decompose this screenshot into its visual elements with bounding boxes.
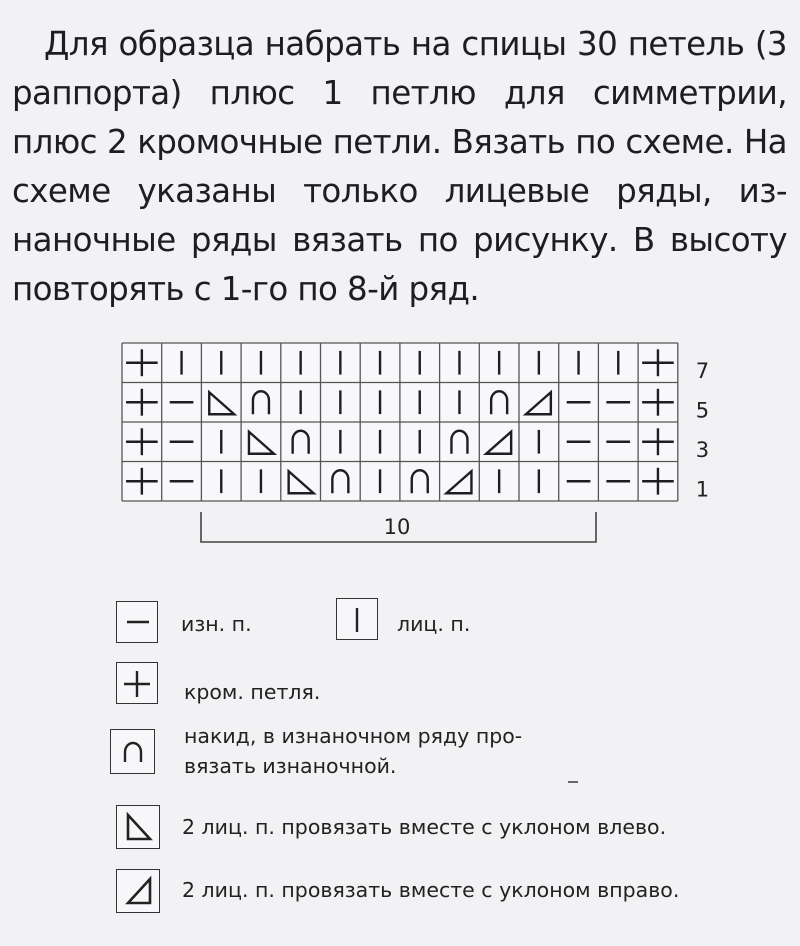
legend-purl-text: изн. п. [181,612,252,636]
legend-edge-text: кром. петля. [184,680,321,704]
pattern-instructions: Для образца набрать на спицы 30 петель (3 раппорта) плюс 1 петлю для симметрии, плюс 2 кромочные петли. Вязать по схеме. На схеме указаны только лицевые ряды, из-наночные ряды вязать по рисунку. В высоту повторять с 1-го по 8-й ряд. [12,25,787,308]
edge-symbol-icon [116,662,158,704]
legend-k2tog-right-text: 2 лиц. п. провязать вместе с уклоном вправо. [182,878,680,902]
knit-symbol-icon [336,598,378,640]
legend-yarn-over-text-1: накид, в изнаночном ряду про- [184,724,523,748]
row-label: 3 [695,437,710,462]
purl-symbol-icon [116,601,158,643]
row-label: 7 [695,358,710,383]
chart-grid [122,343,678,501]
k2tog-right-symbol-icon [116,869,160,913]
legend-k2tog-left-text: 2 лиц. п. провязать вместе с уклоном влево. [182,815,667,839]
chart-row-labels [696,359,709,502]
yarn-over-symbol-icon [110,729,155,774]
repeat-label: 10 [383,515,411,539]
k2tog-left-symbol-icon [116,805,160,849]
row-label: 5 [695,398,710,423]
row-label: 1 [695,477,710,502]
legend-knit-text: лиц. п. [397,612,471,636]
legend-yarn-over-text-2: вязать изнаночной. [184,754,397,778]
decorative-dash [568,781,578,783]
